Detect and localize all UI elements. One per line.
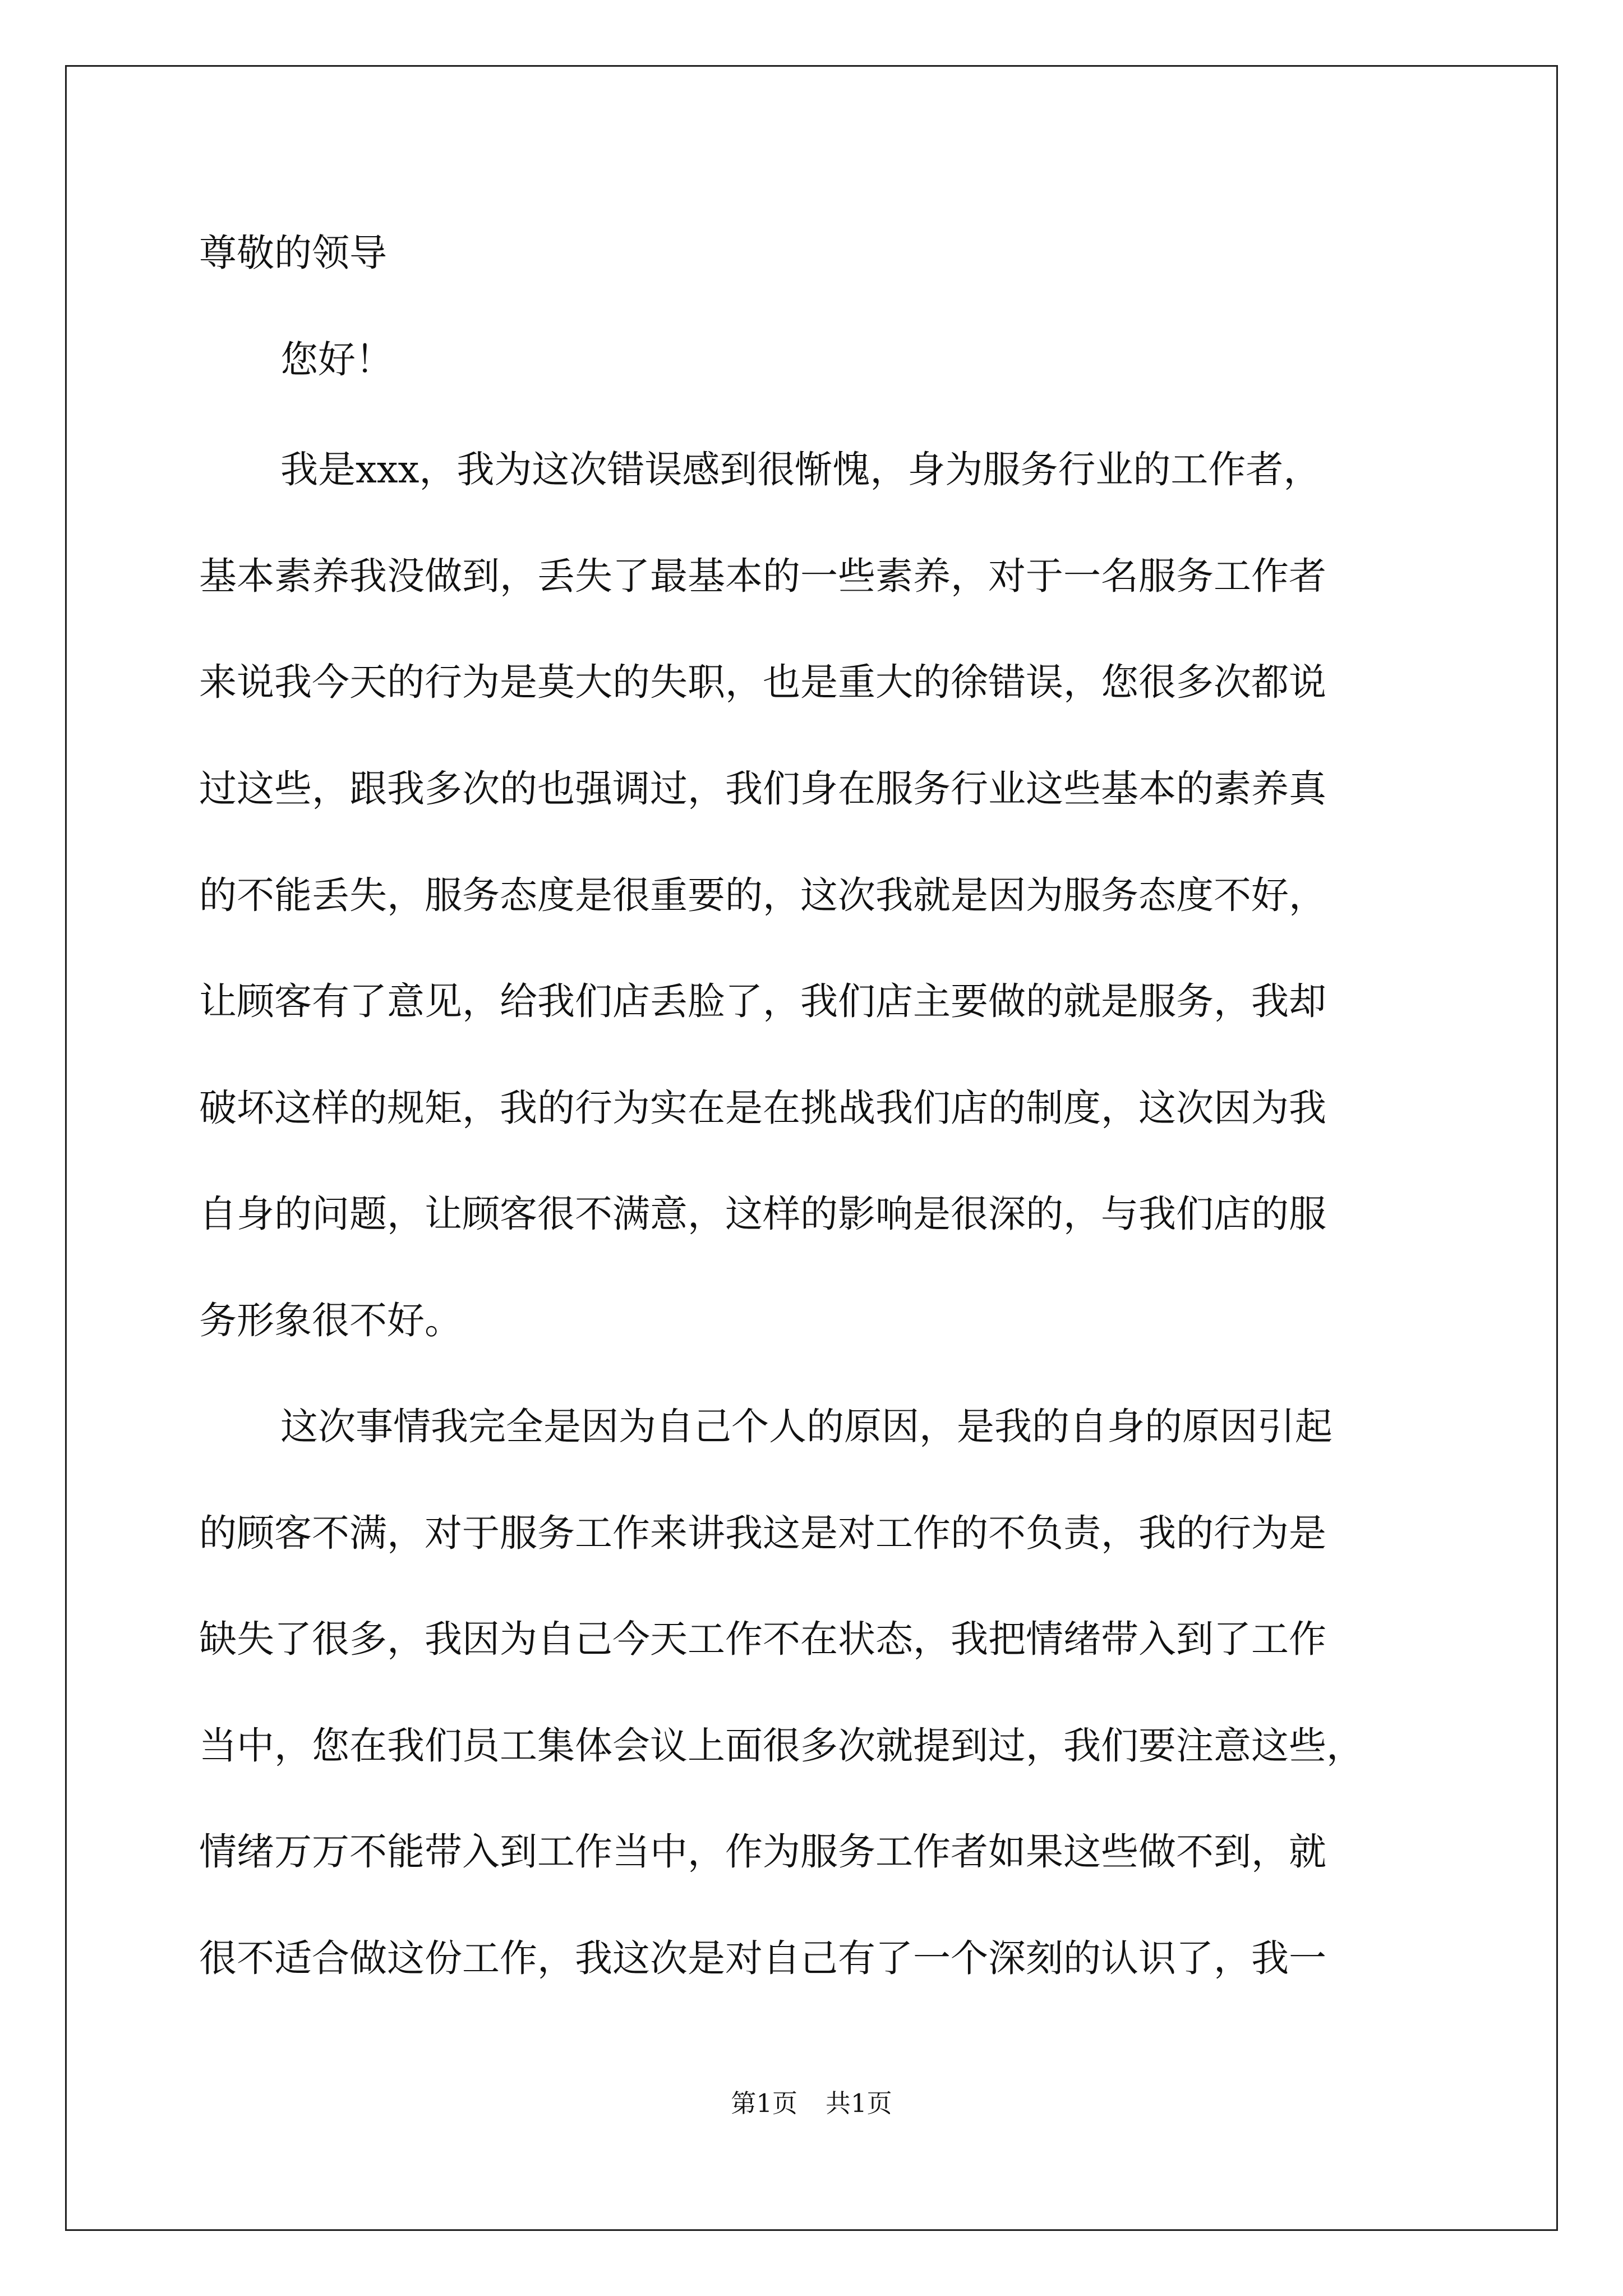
body-line: 我是xxx，我为这次错误感到很惭愧，身为服务行业的工作者， (280, 448, 1321, 491)
page-number: 第1页 (731, 2088, 797, 2118)
salutation: 尊敬的领导 (199, 231, 387, 275)
body-line: 的不能丢失，服务态度是很重要的，这次我就是因为服务态度不好， (199, 873, 1326, 917)
body-line: 自身的问题，让顾客很不满意，这样的影响是很深的，与我们店的服 (199, 1192, 1326, 1236)
page-border (65, 65, 1558, 2231)
body-line: 来说我今天的行为是莫大的失职，也是重大的徐错误，您很多次都说 (199, 660, 1326, 704)
greeting: 您好！ (280, 338, 393, 381)
body-line: 破坏这样的规矩，我的行为实在是在挑战我们店的制度，这次因为我 (199, 1086, 1326, 1130)
body-line: 情绪万万不能带入到工作当中，作为服务工作者如果这些做不到，就 (199, 1830, 1326, 1874)
body-line: 务形象很不好。 (199, 1299, 462, 1342)
body-line: 过这些，跟我多次的也强调过，我们身在服务行业这些基本的素养真 (199, 767, 1326, 811)
body-line: 当中，您在我们员工集体会议上面很多次就提到过，我们要注意这些， (199, 1724, 1364, 1768)
body-line: 很不适合做这份工作，我这次是对自己有了一个深刻的认识了，我一 (199, 1936, 1326, 1980)
body-line: 基本素养我没做到，丢失了最基本的一些素养，对于一名服务工作者 (199, 554, 1326, 598)
page-footer (0, 2088, 1623, 2118)
body-line: 的顾客不满，对于服务工作来讲我这是对工作的不负责，我的行为是 (199, 1511, 1326, 1555)
body-line: 这次事情我完全是因为自己个人的原因，是我的自身的原因引起 (280, 1405, 1332, 1448)
page-total: 共1页 (826, 2088, 892, 2118)
body-line: 缺失了很多，我因为自己今天工作不在状态，我把情绪带入到了工作 (199, 1617, 1326, 1661)
body-line: 让顾客有了意见，给我们店丢脸了，我们店主要做的就是服务，我却 (199, 979, 1326, 1023)
